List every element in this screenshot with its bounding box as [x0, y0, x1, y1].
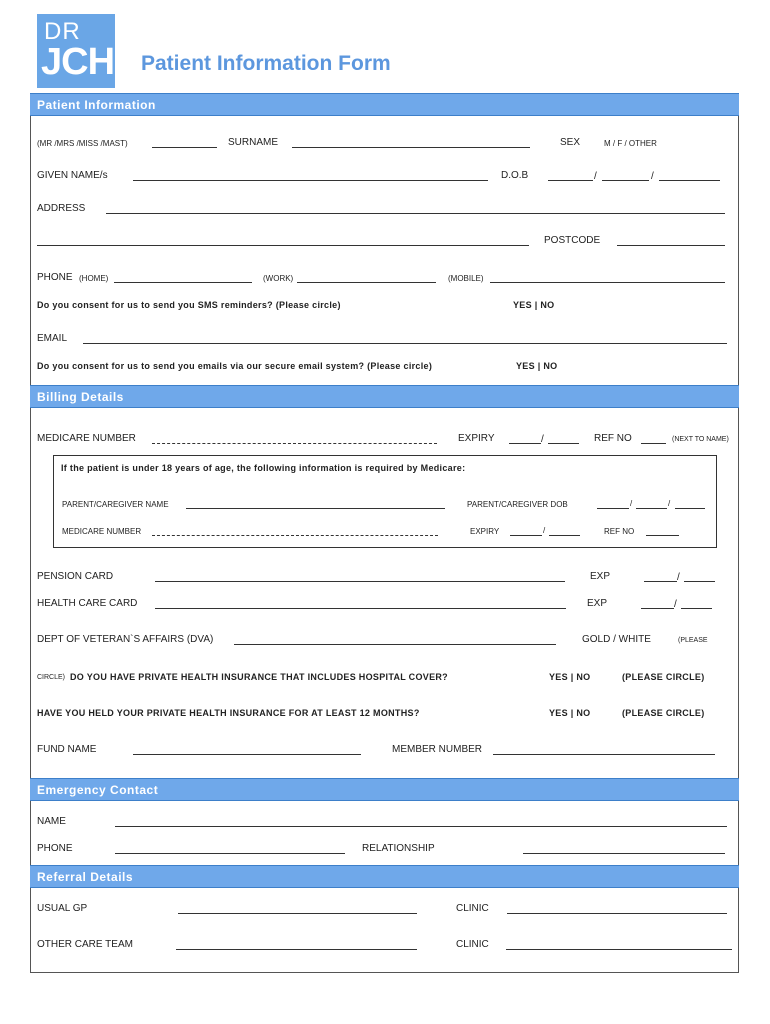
medicare-number-label: MEDICARE NUMBER: [37, 433, 136, 444]
private-insurance-circle-note: (PLEASE CIRCLE): [622, 672, 705, 682]
guardian-ref-field[interactable]: [646, 535, 679, 536]
work-phone-label: (WORK): [263, 274, 294, 283]
address-label: ADDRESS: [37, 203, 86, 214]
sms-consent-question: Do you consent for us to send you SMS reminders? (Please circle): [37, 300, 341, 310]
form-title: Patient Information Form: [141, 52, 391, 75]
insurance-duration-circle-note: (PLEASE CIRCLE): [622, 708, 705, 718]
emergency-name-field[interactable]: [115, 826, 727, 827]
relationship-label: RELATIONSHIP: [362, 843, 435, 854]
dob-day-field[interactable]: [548, 180, 593, 181]
phone-label: PHONE: [37, 272, 73, 283]
dva-please-note: (PLEASE: [678, 637, 708, 644]
dob-separator: /: [594, 171, 597, 182]
guardian-name-label: PARENT/CAREGIVER NAME: [62, 500, 169, 509]
usual-gp-label: USUAL GP: [37, 903, 88, 914]
pension-exp-label: EXP: [590, 571, 611, 582]
guardian-dob-label: PARENT/CAREGIVER DOB: [467, 500, 568, 509]
sms-consent-options[interactable]: YES | NO: [513, 300, 555, 310]
guardian-dob-separator: /: [630, 499, 633, 508]
surname-field[interactable]: [292, 147, 530, 148]
health-exp-separator: /: [674, 599, 677, 610]
mobile-phone-field[interactable]: [490, 282, 725, 283]
pension-exp-separator: /: [677, 572, 680, 583]
health-care-card-field[interactable]: [155, 608, 566, 609]
gp-clinic-field[interactable]: [507, 913, 727, 914]
home-phone-field[interactable]: [114, 282, 252, 283]
work-phone-field[interactable]: [297, 282, 436, 283]
expiry-month-field[interactable]: [509, 443, 541, 444]
expiry-separator: /: [541, 434, 544, 445]
next-to-name-note: (NEXT TO NAME): [672, 436, 729, 443]
guardian-name-field[interactable]: [186, 508, 445, 509]
pension-card-field[interactable]: [155, 581, 565, 582]
given-names-field[interactable]: [133, 180, 488, 181]
dva-circle-note: CIRCLE): [37, 674, 66, 681]
clinic-logo: [37, 14, 115, 88]
other-care-team-label: OTHER CARE TEAM: [37, 939, 133, 950]
dob-year-field[interactable]: [659, 180, 720, 181]
guardian-dob-day-field[interactable]: [597, 508, 629, 509]
guardian-dob-month-field[interactable]: [636, 508, 667, 509]
emergency-phone-field[interactable]: [115, 853, 345, 854]
title-options-label: (MR /MRS /MISS /MAST): [37, 139, 128, 148]
logo-line-1: DR: [44, 18, 81, 45]
expiry-label: EXPIRY: [458, 433, 495, 444]
postcode-field[interactable]: [617, 245, 725, 246]
under-18-note: If the patient is under 18 years of age, the following information is required by Medicare:: [61, 463, 466, 473]
insurance-duration-options[interactable]: YES | NO: [549, 708, 591, 718]
dva-field[interactable]: [234, 644, 556, 645]
surname-label: SURNAME: [228, 137, 279, 148]
medicare-number-field[interactable]: [152, 443, 437, 444]
guardian-expiry-label: EXPIRY: [470, 527, 500, 536]
email-consent-question: Do you consent for us to send you emails via our secure email system? (Please circle): [37, 361, 433, 371]
pension-card-label: PENSION CARD: [37, 571, 114, 582]
private-insurance-options[interactable]: YES | NO: [549, 672, 591, 682]
other-care-team-field[interactable]: [176, 949, 417, 950]
relationship-field[interactable]: [523, 853, 725, 854]
health-exp-year-field[interactable]: [681, 608, 712, 609]
health-exp-label: EXP: [587, 598, 608, 609]
dva-label: DEPT OF VETERAN`S AFFAIRS (DVA): [37, 634, 214, 645]
insurance-duration-question: HAVE YOU HELD YOUR PRIVATE HEALTH INSURANCE FOR AT LEAST 12 MONTHS?: [37, 708, 420, 718]
emergency-phone-label: PHONE: [37, 843, 73, 854]
guardian-expiry-separator: /: [543, 526, 546, 535]
guardian-medicare-field[interactable]: [152, 535, 438, 536]
section-billing-details: Billing Details: [30, 385, 739, 408]
ref-no-label: REF NO: [594, 433, 632, 444]
dob-month-field[interactable]: [602, 180, 649, 181]
given-names-label: GIVEN NAME/s: [37, 170, 108, 181]
ref-no-field[interactable]: [641, 443, 666, 444]
logo-line-2: JCH: [41, 41, 115, 83]
guardian-dob-separator: /: [668, 499, 671, 508]
section-referral-details: Referral Details: [30, 865, 739, 888]
sex-options[interactable]: M / F / OTHER: [604, 139, 657, 148]
email-field[interactable]: [83, 343, 727, 344]
dva-card-options[interactable]: GOLD / WHITE: [582, 634, 651, 645]
address-field-line-1[interactable]: [106, 213, 725, 214]
fund-name-label: FUND NAME: [37, 744, 97, 755]
section-patient-information: Patient Information: [30, 93, 739, 116]
pension-exp-month-field[interactable]: [644, 581, 677, 582]
postcode-label: POSTCODE: [544, 235, 601, 246]
member-number-label: MEMBER NUMBER: [392, 744, 483, 755]
care-team-clinic-label: CLINIC: [456, 939, 489, 950]
mobile-phone-label: (MOBILE): [448, 274, 484, 283]
section-emergency-contact: Emergency Contact: [30, 778, 739, 801]
gp-clinic-label: CLINIC: [456, 903, 489, 914]
pension-exp-year-field[interactable]: [684, 581, 715, 582]
guardian-expiry-month-field[interactable]: [510, 535, 542, 536]
guardian-medicare-label: MEDICARE NUMBER: [62, 527, 142, 536]
health-care-card-label: HEALTH CARE CARD: [37, 598, 138, 609]
guardian-expiry-year-field[interactable]: [549, 535, 580, 536]
emergency-name-label: NAME: [37, 816, 66, 827]
email-label: EMAIL: [37, 333, 68, 344]
guardian-dob-year-field[interactable]: [675, 508, 705, 509]
home-phone-label: (HOME): [79, 274, 109, 283]
member-number-field[interactable]: [493, 754, 715, 755]
guardian-ref-label: REF NO: [604, 527, 635, 536]
email-consent-options[interactable]: YES | NO: [516, 361, 558, 371]
address-field-line-2[interactable]: [37, 245, 529, 246]
sex-label: SEX: [560, 137, 581, 148]
care-team-clinic-field[interactable]: [506, 949, 732, 950]
dob-separator: /: [651, 171, 654, 182]
private-insurance-question: DO YOU HAVE PRIVATE HEALTH INSURANCE THAT INCLUDES HOSPITAL COVER?: [70, 672, 448, 682]
usual-gp-field[interactable]: [178, 913, 417, 914]
expiry-year-field[interactable]: [548, 443, 579, 444]
health-exp-month-field[interactable]: [641, 608, 674, 609]
title-field[interactable]: [152, 147, 217, 148]
dob-label: D.O.B: [501, 170, 529, 181]
fund-name-field[interactable]: [133, 754, 361, 755]
